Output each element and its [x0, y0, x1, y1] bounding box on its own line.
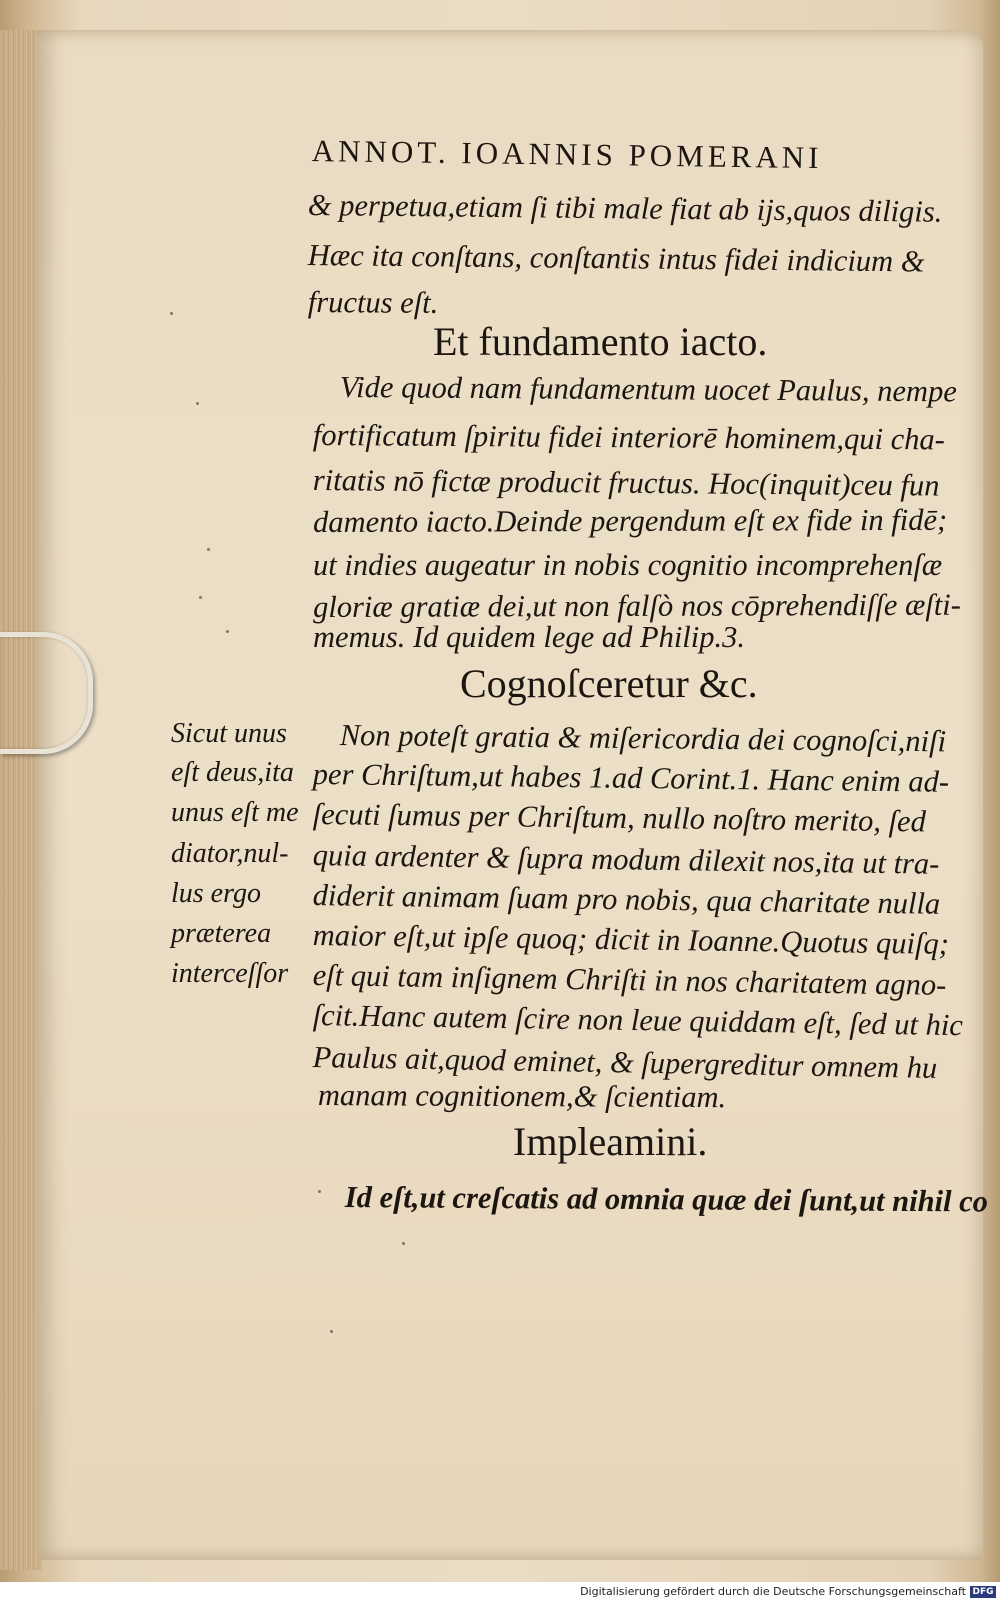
text-line: fructus eſt.	[307, 285, 439, 320]
margin-note-line: eſt deus,ita	[171, 757, 294, 788]
text-line: Paulus ait,quod eminet, & ſupergreditur omnem hu	[312, 1040, 938, 1085]
text-line: eſt qui tam inſignem Chriſti in nos charitatem agno-	[312, 958, 947, 1002]
section-heading: Impleamini.	[513, 1119, 708, 1164]
text-line: diderit animam ſuam pro nobis, qua charitate nulla	[312, 878, 941, 921]
text-line: quia ardenter & ſupra modum dilexit nos,ita ut tra-	[312, 838, 940, 881]
text-line: per Chriſtum,ut habes 1.ad Corint.1. Hanc enim ad-	[312, 757, 950, 799]
text-line: ſecuti ſumus per Chriſtum, nullo noſtro merito, ſed	[312, 797, 927, 839]
text-line: Non poteſt gratia & miſericordia dei cognoſci,niſi	[339, 718, 947, 759]
text-line: ſcit.Hanc autem ſcire non leue quiddam eſt, ſed ut hic	[312, 998, 964, 1043]
margin-note-line: unus eſt me	[171, 797, 299, 828]
text-line: Id eſt,ut creſcatis ad omnia quæ dei ſunt,ut nihil co	[344, 1180, 989, 1219]
ink-speck	[226, 630, 229, 633]
text-line: damento iacto.Deinde pergendum eſt ex fide in fidē;	[313, 502, 948, 539]
text-line: memus. Id quidem lege ad Philip.3.	[313, 620, 746, 654]
margin-note-line: Sicut unus	[171, 718, 287, 749]
ink-speck	[199, 596, 202, 599]
text-line: ritatis nō fictæ producit fructus. Hoc(inquit)ceu fun	[312, 463, 940, 503]
ink-speck	[402, 1242, 405, 1245]
text-line: ut indies augeatur in nobis cognitio incomprehenſæ	[313, 548, 943, 582]
margin-note-line: interceſſor	[171, 958, 289, 989]
ink-speck	[318, 1190, 321, 1193]
running-head: ANNOT. IOANNIS POMERANI	[311, 133, 823, 176]
ink-speck	[170, 312, 173, 315]
ink-speck	[330, 1330, 333, 1333]
section-heading: Cognoſceretur &c.	[460, 661, 758, 706]
margin-note-line: diator,nul-	[171, 838, 289, 869]
section-heading: Et fundamento iacto.	[433, 319, 768, 364]
text-line: Vide quod nam fundamentum uocet Paulus, nempe	[339, 370, 957, 409]
text-line: manam cognitionem,& ſcientiam.	[317, 1078, 727, 1115]
dfg-logo: DFG	[970, 1586, 996, 1598]
ink-speck	[196, 402, 199, 405]
text-line: gloriæ gratiæ dei,ut non falſò nos cōprehendiſſe æſti-	[313, 587, 961, 624]
margin-note-line: lus ergo	[171, 878, 261, 909]
text-line: & perpetua,etiam ſi tibi male fiat ab ijs,quos diligis.	[307, 188, 943, 229]
text-line: maior eſt,ut ipſe quoq; dicit in Ioanne.Quotus quiſq;	[312, 918, 950, 961]
ink-speck	[207, 548, 210, 551]
text-line: fortificatum ſpiritu fidei interiorē hominem,qui cha-	[312, 418, 945, 457]
margin-note-line: præterea	[171, 918, 272, 949]
text-line: Hæc ita conſtans, conſtantis intus fidei indicium &	[307, 238, 925, 279]
digitization-credit: Digitalisierung gefördert durch die Deutsche Forschungsgemeinschaft	[580, 1585, 966, 1598]
